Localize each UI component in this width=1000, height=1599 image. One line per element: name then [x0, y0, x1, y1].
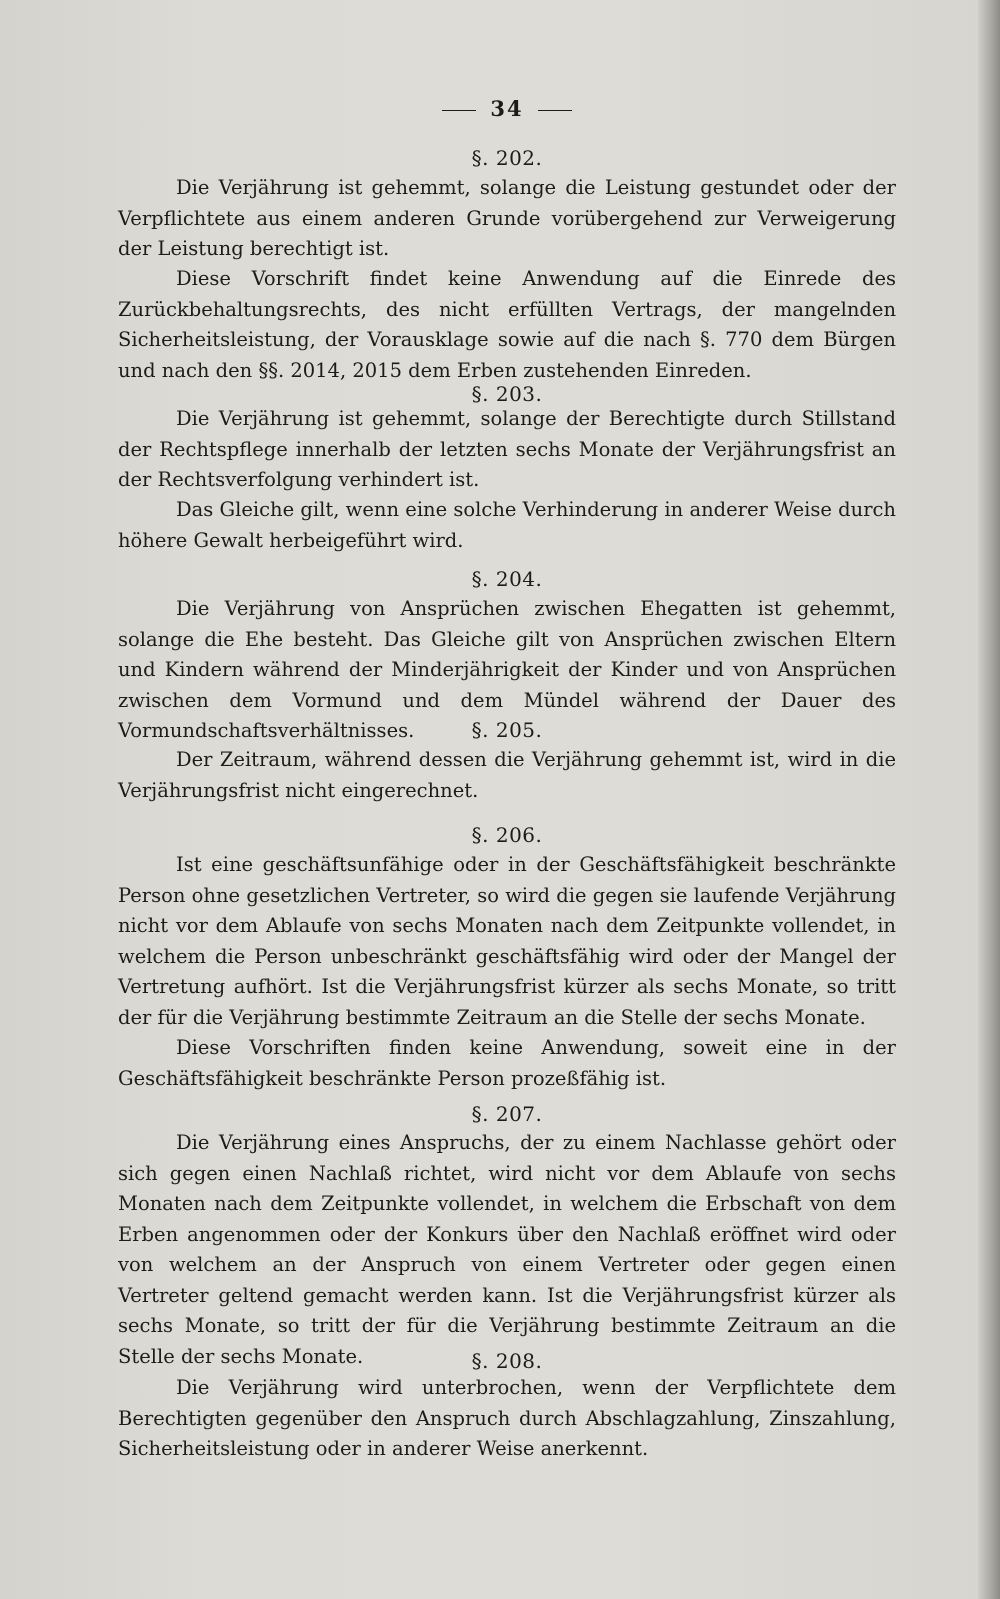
- page-number-dash-left: [442, 110, 476, 111]
- paragraph: Die Verjährung wird unterbrochen, wenn der Verpflichtete dem Berechtigten gegenüber den Anspruch durch Abschlagzahlung, Zinszahlung, Sicherheitsleistung oder in anderer Weise anerkennt.: [118, 1376, 896, 1460]
- section-heading: §. 204.: [471, 567, 543, 591]
- page-number-dash-right: [538, 110, 572, 111]
- page-number-value: 34: [490, 96, 524, 121]
- page-number: [118, 96, 896, 121]
- section-heading: §. 206.: [471, 823, 543, 847]
- section-heading: §. 205.: [471, 718, 543, 742]
- paragraph: Die Verjährung ist gehemmt, solange die Leistung gestundet oder der Verpflichtete aus einem anderen Grunde vorübergehend zur Verweigerung der Leistung berechtigt ist.: [118, 176, 896, 260]
- paragraph: Die Verjährung ist gehemmt, solange der Berechtigte durch Stillstand der Rechtspflege innerhalb der letzten sechs Monate der Verjährungsfrist an der Rechtsverfolgung verhindert ist.: [118, 407, 896, 491]
- section-heading: §. 202.: [471, 146, 543, 170]
- section-heading: §. 203.: [471, 382, 543, 406]
- section-heading: §. 207.: [471, 1102, 543, 1126]
- paragraph: Die Verjährung eines Anspruchs, der zu einem Nachlasse gehört oder sich gegen einen Nachlaß richtet, wird nicht vor dem Ablaufe von sechs Monaten nach dem Zeitpunkte vollendet, in welchem die Erbschaft von dem Erben angenommen oder der Konkurs über den Nachlaß eröffnet wird oder von welchem an der Anspruch von einem Vertreter oder gegen einen Vertreter geltend gemacht werden kann. Ist die Verjährungsfrist kürzer als sechs Monate, so tritt der für die Verjährung bestimmte Zeitraum an die Stelle der sechs Monate.: [118, 1131, 896, 1368]
- paragraph: Ist eine geschäftsunfähige oder in der Geschäftsfähigkeit beschränkte Person ohne gesetzlichen Vertreter, so wird die gegen sie laufende Verjährung nicht vor dem Ablaufe von sechs Monaten nach dem Zeitpunkte vollendet, in welchem die Person unbeschränkt geschäftsfähig wird oder der Mangel der Vertretung aufhört. Ist die Verjährungsfrist kürzer als sechs Monate, so tritt der für die Verjährung bestimmte Zeitraum an die Stelle der sechs Monate.: [118, 853, 896, 1029]
- paragraph: Die Verjährung von Ansprüchen zwischen Ehegatten ist gehemmt, solange die Ehe besteht. Das Gleiche gilt von Ansprüchen zwischen Eltern und Kindern während der Minderjährigkeit der Kinder und von Ansprüchen zwischen dem Vormund und dem Mündel während der Dauer des Vormundschaftsverhältnisses.: [118, 597, 896, 742]
- book-spine-shadow: [978, 0, 1000, 1599]
- paragraph: Diese Vorschriften finden keine Anwendung, soweit eine in der Geschäftsfähigkeit beschränkte Person prozeßfähig ist.: [118, 1036, 896, 1090]
- paragraph: Das Gleiche gilt, wenn eine solche Verhinderung in anderer Weise durch höhere Gewalt herbeigeführt wird.: [118, 498, 896, 552]
- paragraph: Diese Vorschrift findet keine Anwendung auf die Einrede des Zurückbehaltungsrechts, des nicht erfüllten Vertrags, der mangelnden Sicherheitsleistung, der Vorausklage sowie auf die nach §. 770 dem Bürgen und nach den §§. 2014, 2015 dem Erben zustehenden Einreden.: [118, 267, 896, 382]
- paragraph: Der Zeitraum, während dessen die Verjährung gehemmt ist, wird in die Verjährungsfrist nicht eingerechnet.: [118, 748, 896, 802]
- section-heading: §. 208.: [471, 1349, 543, 1373]
